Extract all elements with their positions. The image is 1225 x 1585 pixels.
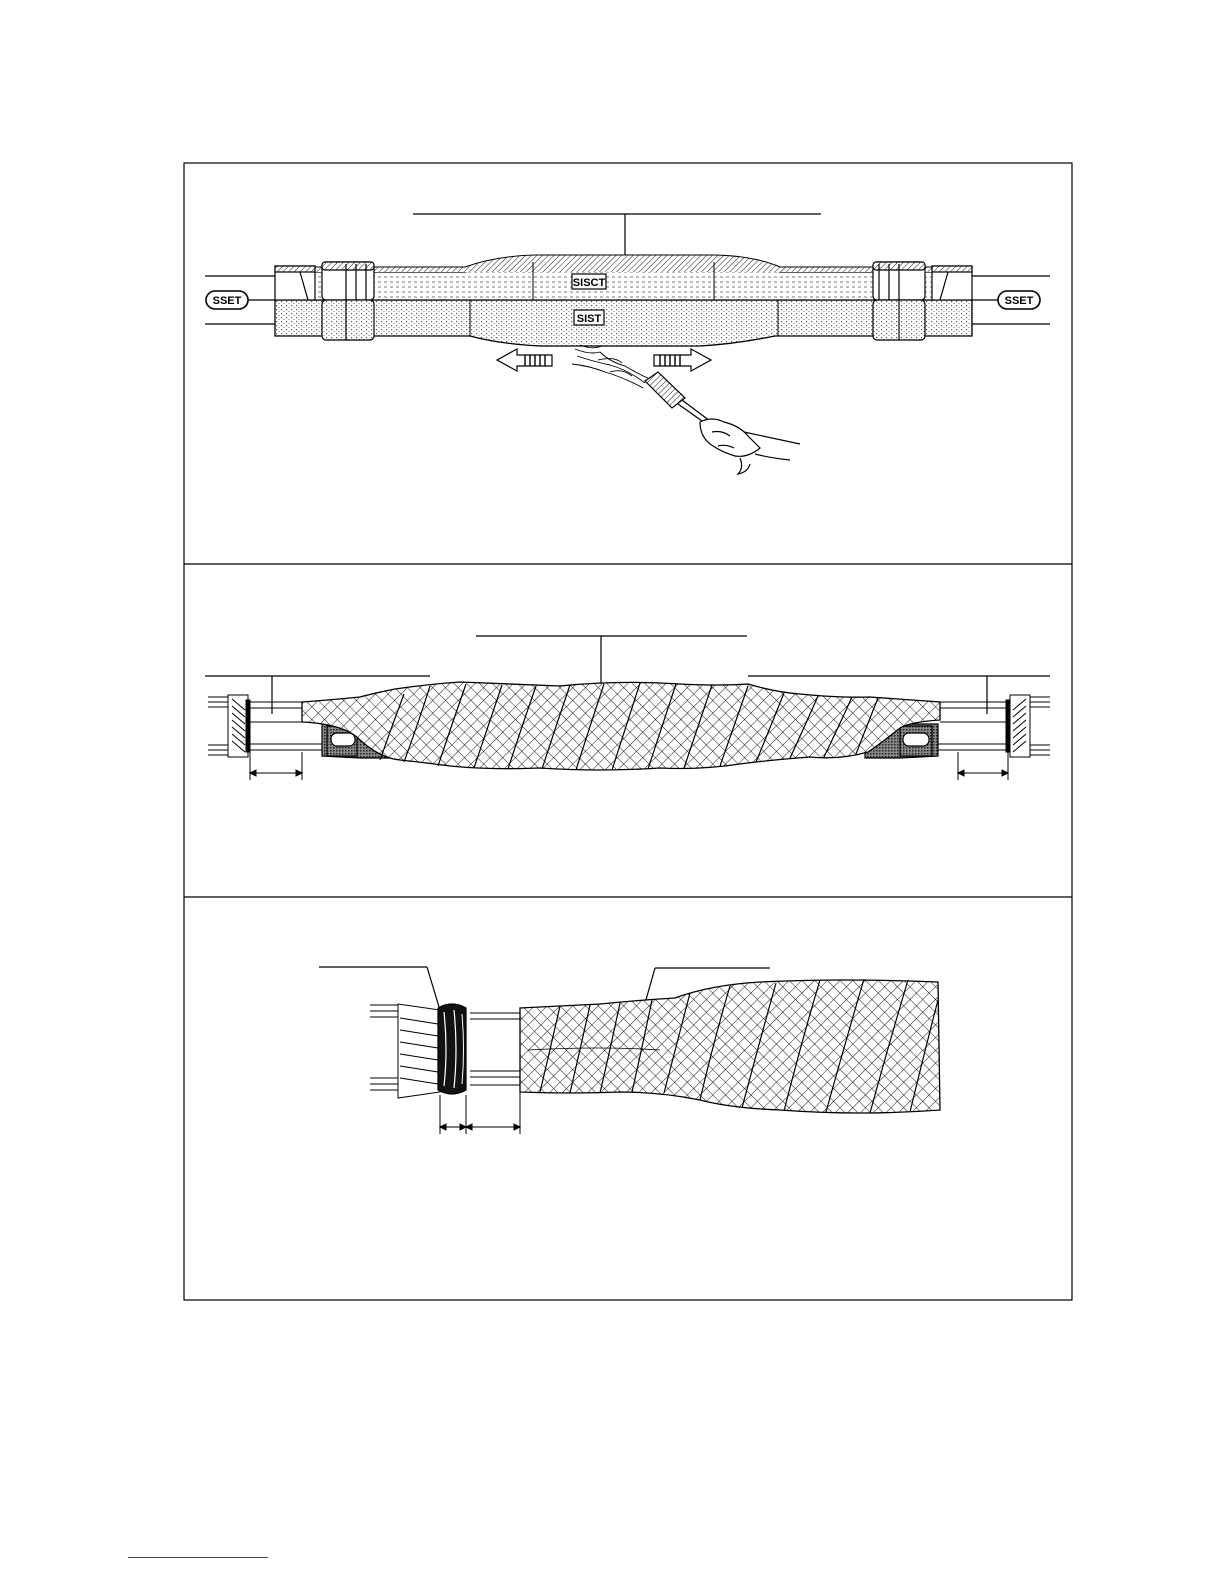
inner-tube [275, 300, 972, 346]
conductor-right [935, 695, 1050, 757]
footnote-rule [128, 1557, 268, 1558]
gas-torch [645, 372, 714, 428]
tag-inner-tube [574, 310, 604, 325]
shrink-arrow-left [497, 349, 552, 371]
tag-right-end-label: SSET [1004, 295, 1034, 307]
tag-right-end [998, 291, 1040, 309]
tape-ring [438, 1004, 466, 1094]
panel-2 [205, 636, 1050, 780]
tag-left-end-label: SSET [212, 295, 242, 307]
dimension-left [250, 752, 302, 780]
shrink-arrow-right [654, 349, 711, 371]
operator-hand [700, 419, 800, 474]
outer-tube-skin [310, 255, 935, 272]
dimension-marks [440, 1092, 520, 1134]
torch-flame [572, 345, 648, 388]
mesh-wrap [302, 682, 940, 770]
panel-3 [319, 967, 940, 1134]
tag-outer-tube [572, 274, 606, 289]
panel-1 [205, 214, 1050, 474]
tag-inner-tube-label: SIST [576, 313, 602, 325]
mesh-wrap [520, 980, 940, 1113]
dimension-right [958, 752, 1008, 780]
tag-outer-tube-label: SISCT [572, 277, 606, 289]
tag-left-end [206, 291, 248, 309]
